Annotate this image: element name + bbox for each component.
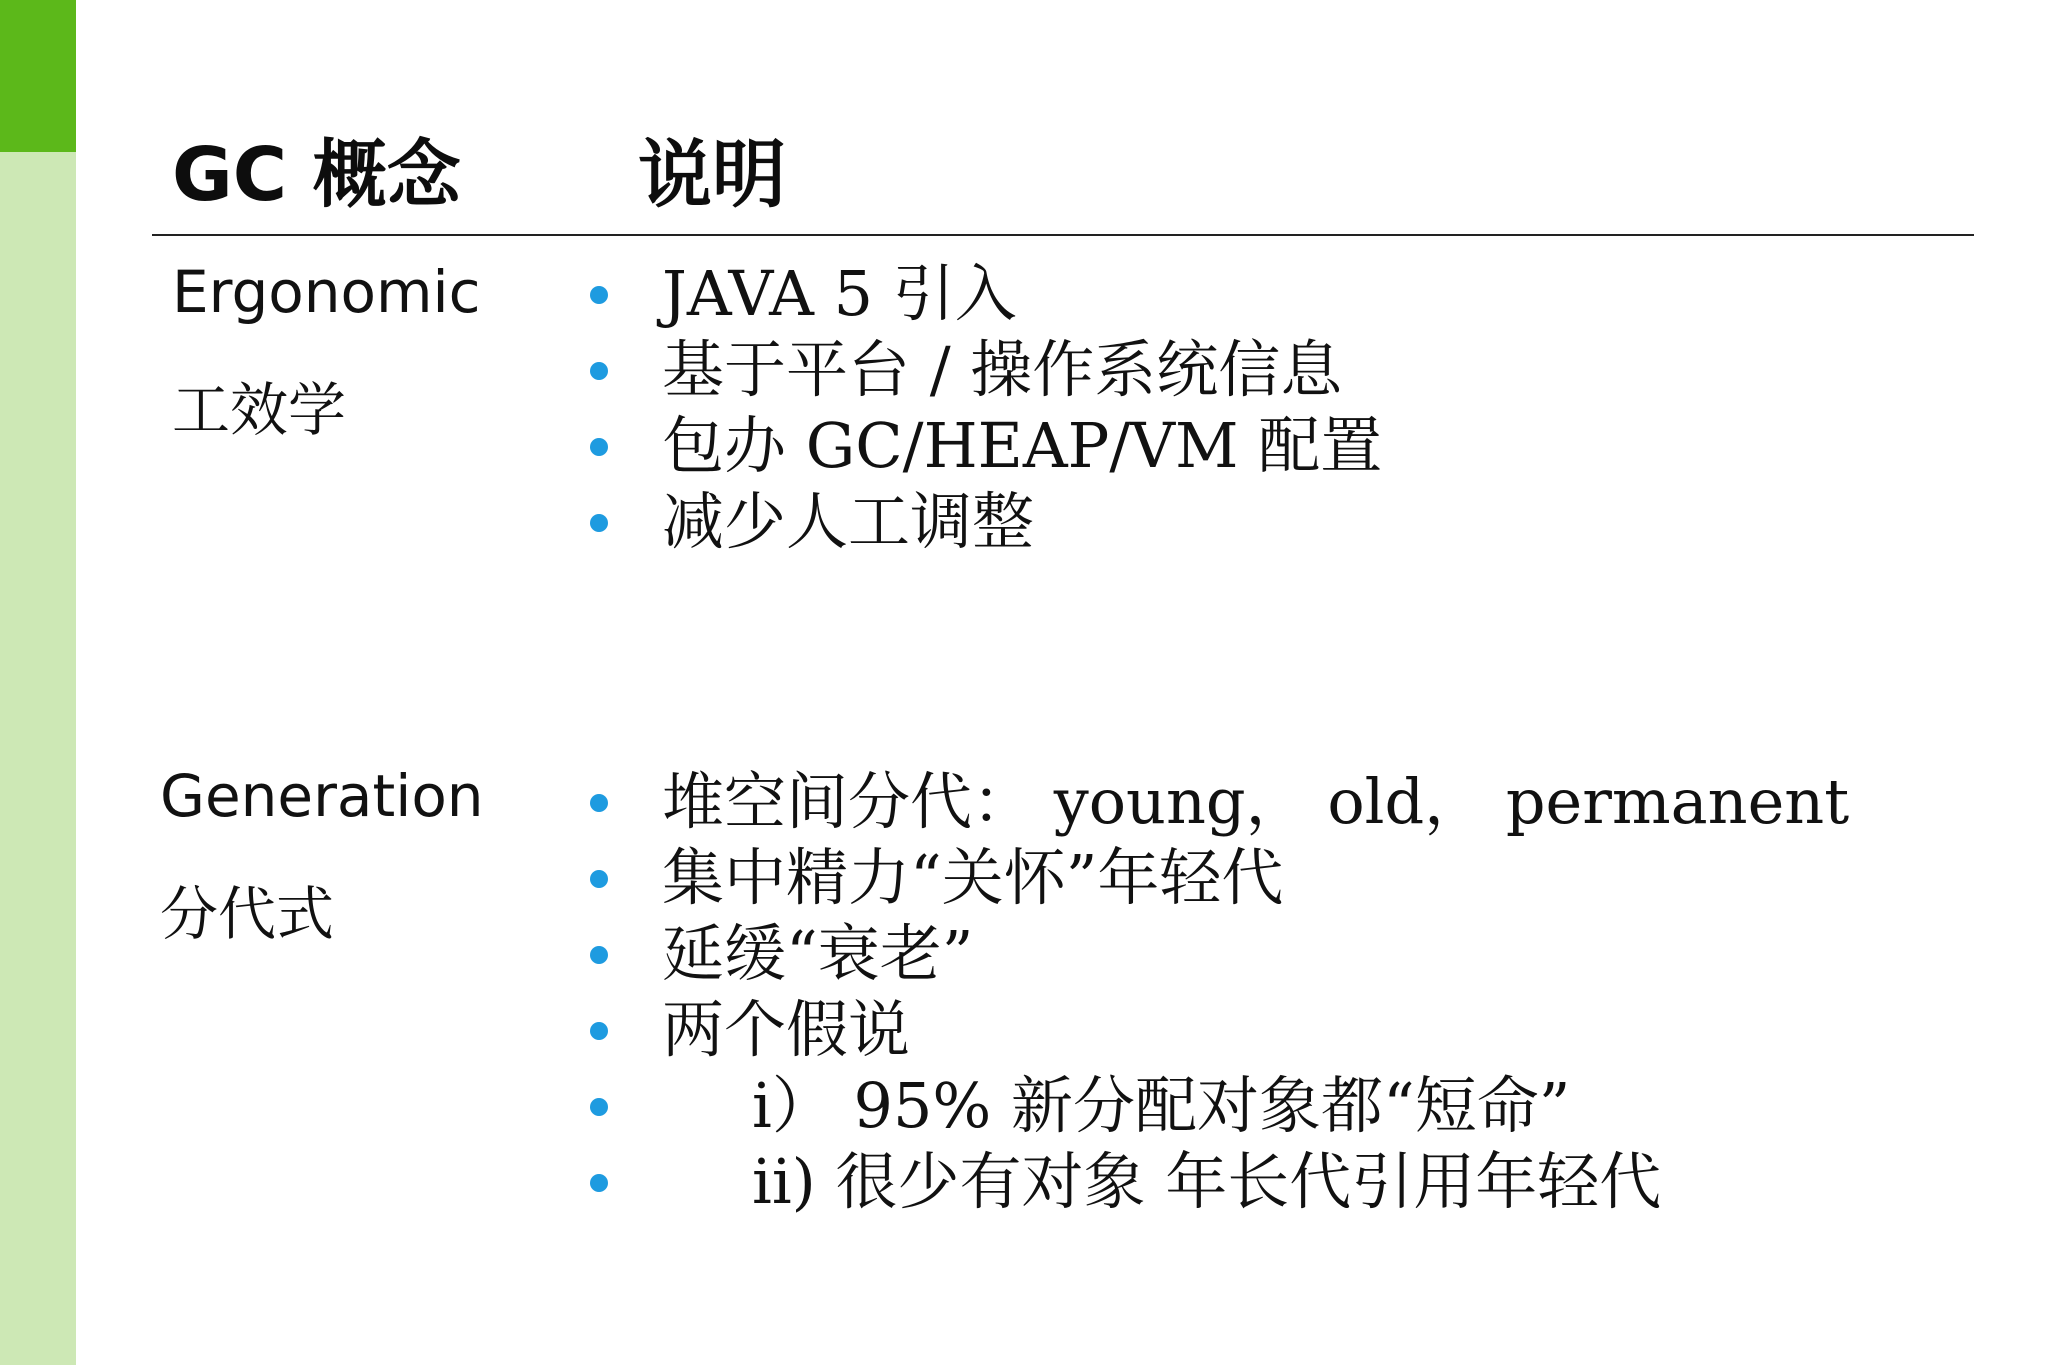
sidebar-accent-block bbox=[0, 0, 76, 152]
bullet-dot-icon bbox=[590, 794, 608, 812]
bullet-dot-icon bbox=[590, 1022, 608, 1040]
concept-name-en: Generation bbox=[160, 762, 484, 830]
sidebar-accent-strip bbox=[0, 0, 76, 1365]
bullet-dot-icon bbox=[590, 1174, 608, 1192]
header-gc-concept: GC 概念 bbox=[172, 132, 461, 218]
bullet-dot-icon bbox=[590, 438, 608, 456]
header-description: 说明 bbox=[638, 132, 786, 218]
bullet-dot-icon bbox=[590, 946, 608, 964]
header-divider bbox=[152, 234, 1974, 236]
concept-name-zh: 工效学 bbox=[172, 376, 347, 444]
bullet-dot-icon bbox=[590, 286, 608, 304]
concept-name-zh: 分代式 bbox=[160, 880, 335, 948]
bullet-dot-icon bbox=[590, 870, 608, 888]
bullet-dot-icon bbox=[590, 362, 608, 380]
bullet-dot-icon bbox=[590, 1098, 608, 1116]
concept-generation bbox=[160, 760, 484, 996]
concept-ergonomic bbox=[172, 256, 481, 492]
concept-name-en: Ergonomic bbox=[172, 258, 481, 326]
bullet-dot-icon bbox=[590, 514, 608, 532]
